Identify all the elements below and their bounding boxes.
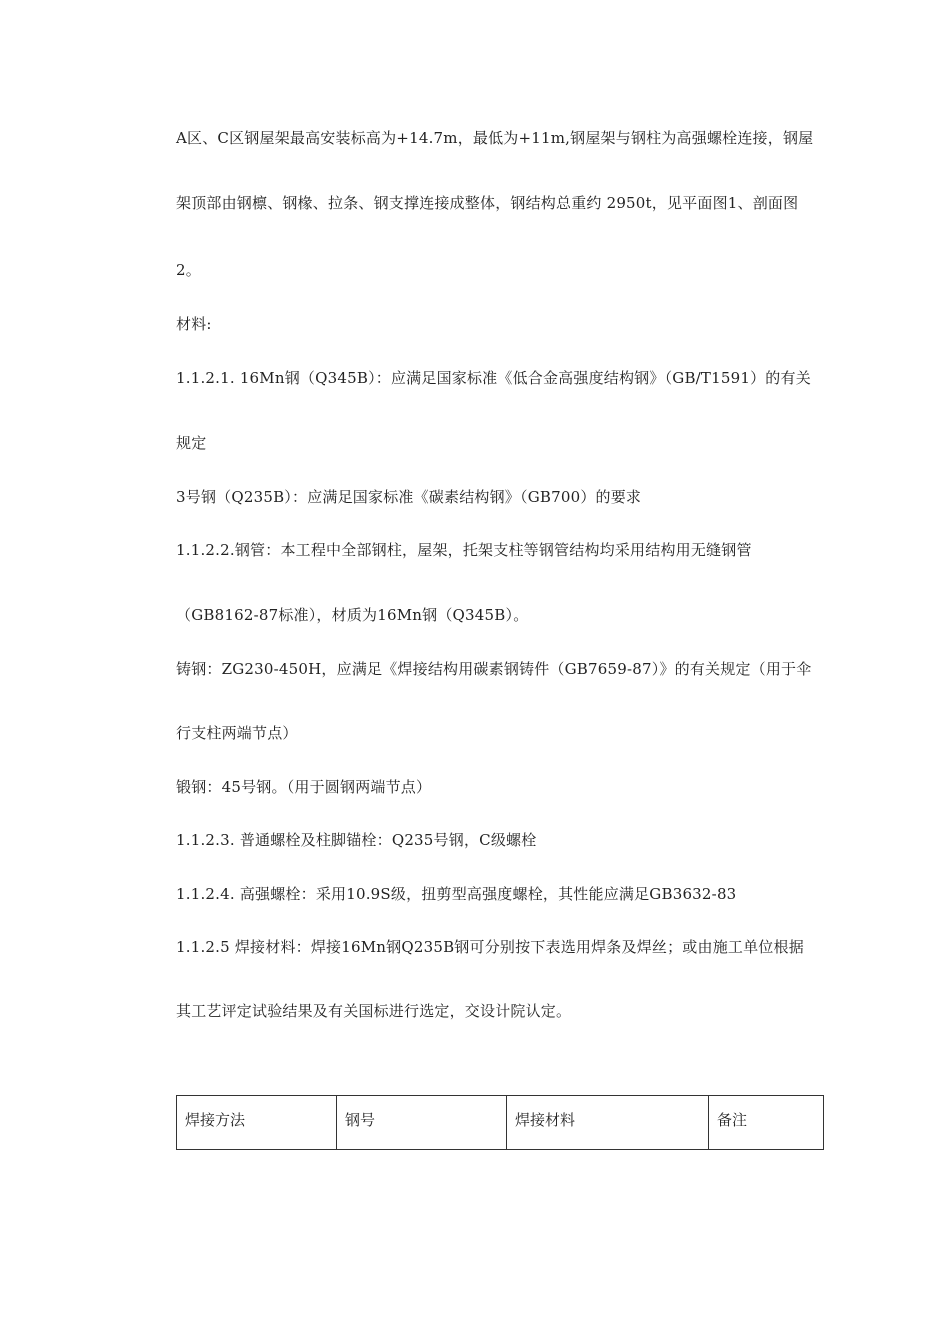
paragraph-line: 1.1.2.5 焊接材料：焊接16Mn钢Q235B钢可分别按下表选用焊条及焊丝；或由施工单位根据: [176, 938, 804, 956]
paragraph-line: 架顶部由钢檩、钢椽、拉条、钢支撑连接成整体，钢结构总重约 2950t，见平面图1、剖面图: [176, 194, 799, 212]
table-header-cell: 焊接方法: [177, 1096, 337, 1150]
section-heading: 材料:: [176, 315, 212, 333]
table-header-cell: 备注: [709, 1096, 824, 1150]
paragraph-line: A区、C区钢屋架最高安装标高为+14.7m，最低为+11m,钢屋架与钢柱为高强螺栓连接，钢屋: [176, 129, 814, 147]
paragraph-line: 2。: [176, 261, 201, 279]
paragraph-line: 其工艺评定试验结果及有关国标进行选定，交设计院认定。: [176, 1002, 572, 1020]
paragraph-line: （GB8162-87标准），材质为16Mn钢（Q345B）。: [176, 606, 529, 624]
welding-materials-table: [176, 1095, 824, 1150]
paragraph-line: 锻钢：45号钢。（用于圆钢两端节点）: [176, 778, 432, 796]
paragraph-line: 1.1.2.3. 普通螺栓及柱脚锚栓：Q235号钢，C级螺栓: [176, 831, 537, 849]
paragraph-line: 行支柱两端节点）: [176, 724, 298, 742]
paragraph-line: 铸钢：ZG230-450H，应满足《焊接结构用碳素钢铸件（GB7659-87）》的有关规定（用于伞: [176, 660, 812, 678]
paragraph-line: 规定: [176, 434, 207, 452]
paragraph-line: 3号钢（Q235B）：应满足国家标准《碳素结构钢》（GB700）的要求: [176, 488, 642, 506]
table-header-row: [177, 1096, 824, 1150]
paragraph-line: 1.1.2.2.钢管：本工程中全部钢柱，屋架，托架支柱等钢管结构均采用结构用无缝钢管: [176, 541, 752, 559]
paragraph-line: 1.1.2.1. 16Mn钢（Q345B）：应满足国家标准《低合金高强度结构钢》（GB/T1591）的有关: [176, 369, 811, 387]
table-header-cell: 钢号: [337, 1096, 507, 1150]
table-header-cell: 焊接材料: [507, 1096, 709, 1150]
paragraph-line: 1.1.2.4. 高强螺栓：采用10.9S级，扭剪型高强度螺栓，其性能应满足GB3632-83: [176, 885, 737, 903]
